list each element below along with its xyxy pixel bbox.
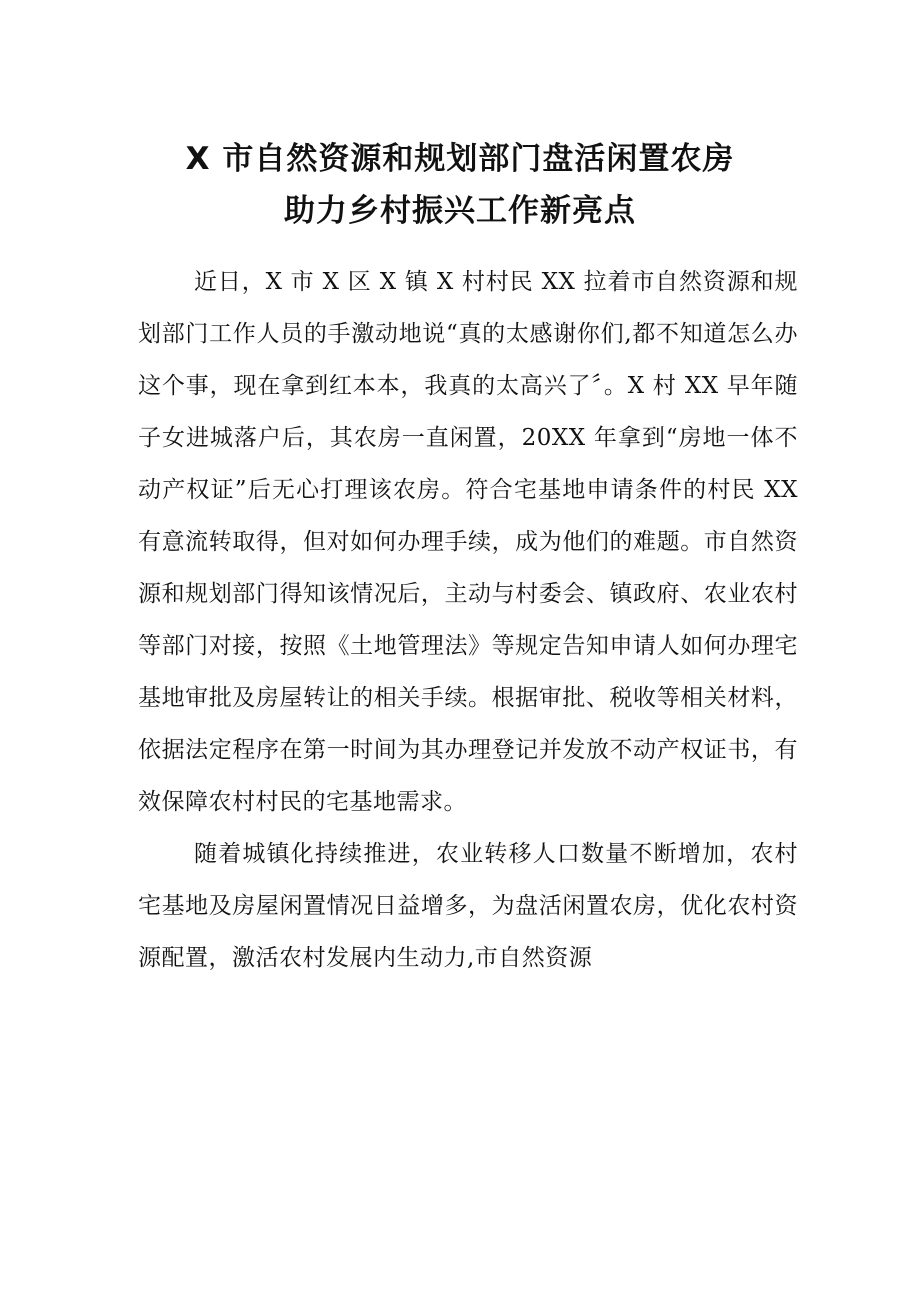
title-line-1: X 市自然资源和规划部门盘活闲置农房 [185,140,735,177]
title-line-2: 助力乡村振兴工作新亮点 [284,192,636,229]
document-title [0,133,920,237]
paragraph-2: 随着城镇化持续推进，农业转移人口数量不断增加，农村宅基地及房屋闲置情况日益增多，为盘活闲置农房，优化农村资源配置，激活农村发展内生动力,市自然资源 [138,841,798,971]
paragraph-1: 近日，X 市 X 区 X 镇 X 村村民 XX 拉着市自然资源和规划部门工作人员的手激动地说“真的太感谢你们,都不知道怎么办这个事，现在拿到红本本，我真的太高兴了〞。X 村 XX 早年随子女进城落户后，其农房一直闲置，20XX 年拿到“房地一体不动产权证”后无心打理该农房。符合宅基地申请条件的村民 XX 有意流转取得，但对如何办理手续，成为他们的难题。市自然资源和规划部门得知该情况后，主动与村委会、镇政府、农业农村等部门对接，按照《土地管理法》等规定告知申请人如何办理宅基地审批及房屋转让的相关手续。根据审批、税收等相关材料，依据法定程序在第一时间为其办理登记并发放不动产权证书，有效保障农村村民的宅基地需求。 [138,269,798,815]
document-body [138,256,798,984]
